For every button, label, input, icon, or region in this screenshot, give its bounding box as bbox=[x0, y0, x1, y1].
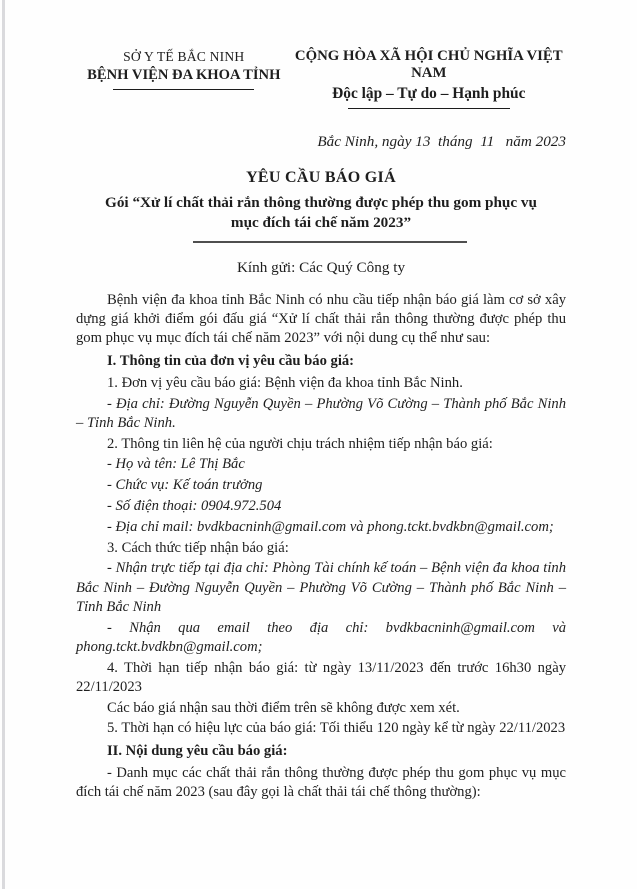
national-header-block bbox=[292, 48, 566, 109]
parent-org-name: SỞ Y TẾ BẮC NINH bbox=[123, 49, 245, 64]
paragraph: II. Nội dung yêu cầu báo giá: bbox=[107, 742, 288, 759]
paragraph: Bệnh viện đa khoa tỉnh Bắc Ninh có nhu cầu tiếp nhận báo giá làm cơ sở xây dựng giá khởi điểm gói đấu giá “Xử lí chất thải rắn thông thường được phép thu gom phục vụ mục đích tái chế năm 2023” với nội dung cụ thể như sau: bbox=[76, 292, 566, 347]
issuing-org-block bbox=[76, 48, 292, 90]
paragraph: I. Thông tin của đơn vị yêu cầu báo giá: bbox=[107, 352, 355, 369]
paragraph: 2. Thông tin liên hệ của người chịu trách nhiệm tiếp nhận báo giá: bbox=[107, 435, 493, 452]
paragraph: Các báo giá nhận sau thời điểm trên sẽ không được xem xét. bbox=[107, 699, 460, 716]
document-title: YÊU CẦU BÁO GIÁ bbox=[246, 169, 396, 186]
title-divider bbox=[193, 241, 467, 243]
paragraph: - Nhận qua email theo địa chỉ: bvdkbacninh@gmail.com và phong.tckt.bvdkbn@gmail.com; bbox=[76, 619, 566, 655]
paragraph: - Chức vụ: Kế toán trưởng bbox=[107, 477, 263, 494]
salutation-line: Kính gửi: Các Quý Công ty bbox=[236, 259, 406, 276]
motto-underline bbox=[348, 108, 510, 109]
paragraph: - Danh mục các chất thải rắn thông thường được phép thu gom phục vụ mục đích tái chế năm 2023 (sau đây gọi là chất thải tái chế thông thường): bbox=[76, 764, 566, 800]
document-header bbox=[76, 48, 566, 109]
document-body bbox=[76, 291, 566, 802]
paragraph: 1. Đơn vị yêu cầu báo giá: Bệnh viện đa khoa tỉnh Bắc Ninh. bbox=[107, 374, 463, 391]
paragraph: 5. Thời hạn có hiệu lực của báo giá: Tối thiểu 120 ngày kể từ ngày 22/11/2023 bbox=[107, 720, 566, 737]
paragraph: - Số điện thoại: 0904.972.504 bbox=[107, 498, 282, 514]
org-underline bbox=[113, 89, 254, 90]
paragraph: - Địa chỉ: Đường Nguyễn Quyền – Phường Võ Cường – Thành phố Bắc Ninh – Tỉnh Bắc Ninh. bbox=[76, 395, 566, 431]
document-subtitle: Gói “Xử lí chất thải rắn thông thường được phép thu gom phục vụ mục đích tái chế năm 2023” bbox=[105, 194, 537, 231]
paragraph: 4. Thời hạn tiếp nhận báo giá: từ ngày 13/11/2023 đến trước 16h30 ngày 22/11/2023 bbox=[76, 659, 566, 695]
scan-edge-line bbox=[2, 0, 5, 889]
national-motto: Độc lập – Tự do – Hạnh phúc bbox=[332, 85, 526, 102]
place-dateline: Bắc Ninh, ngày 13 tháng 11 năm 2023 bbox=[317, 133, 566, 150]
paragraph: - Họ và tên: Lê Thị Bắc bbox=[107, 456, 245, 473]
national-title: CỘNG HÒA XÃ HỘI CHỦ NGHĨA VIỆT NAM bbox=[294, 48, 563, 81]
paragraph: - Nhận trực tiếp tại địa chỉ: Phòng Tài chính kế toán – Bệnh viện đa khoa tỉnh Bắc Ninh – Đường Nguyễn Quyền – Phường Võ Cường – Thành phố Bắc Ninh – Tỉnh Bắc Ninh bbox=[76, 560, 566, 615]
org-name: BỆNH VIỆN ĐA KHOA TỈNH bbox=[87, 67, 281, 83]
paragraph: - Địa chỉ mail: bvdkbacninh@gmail.com và phong.tckt.bvdkbn@gmail.com; bbox=[107, 518, 554, 535]
paragraph: 3. Cách thức tiếp nhận báo giá: bbox=[107, 539, 289, 556]
